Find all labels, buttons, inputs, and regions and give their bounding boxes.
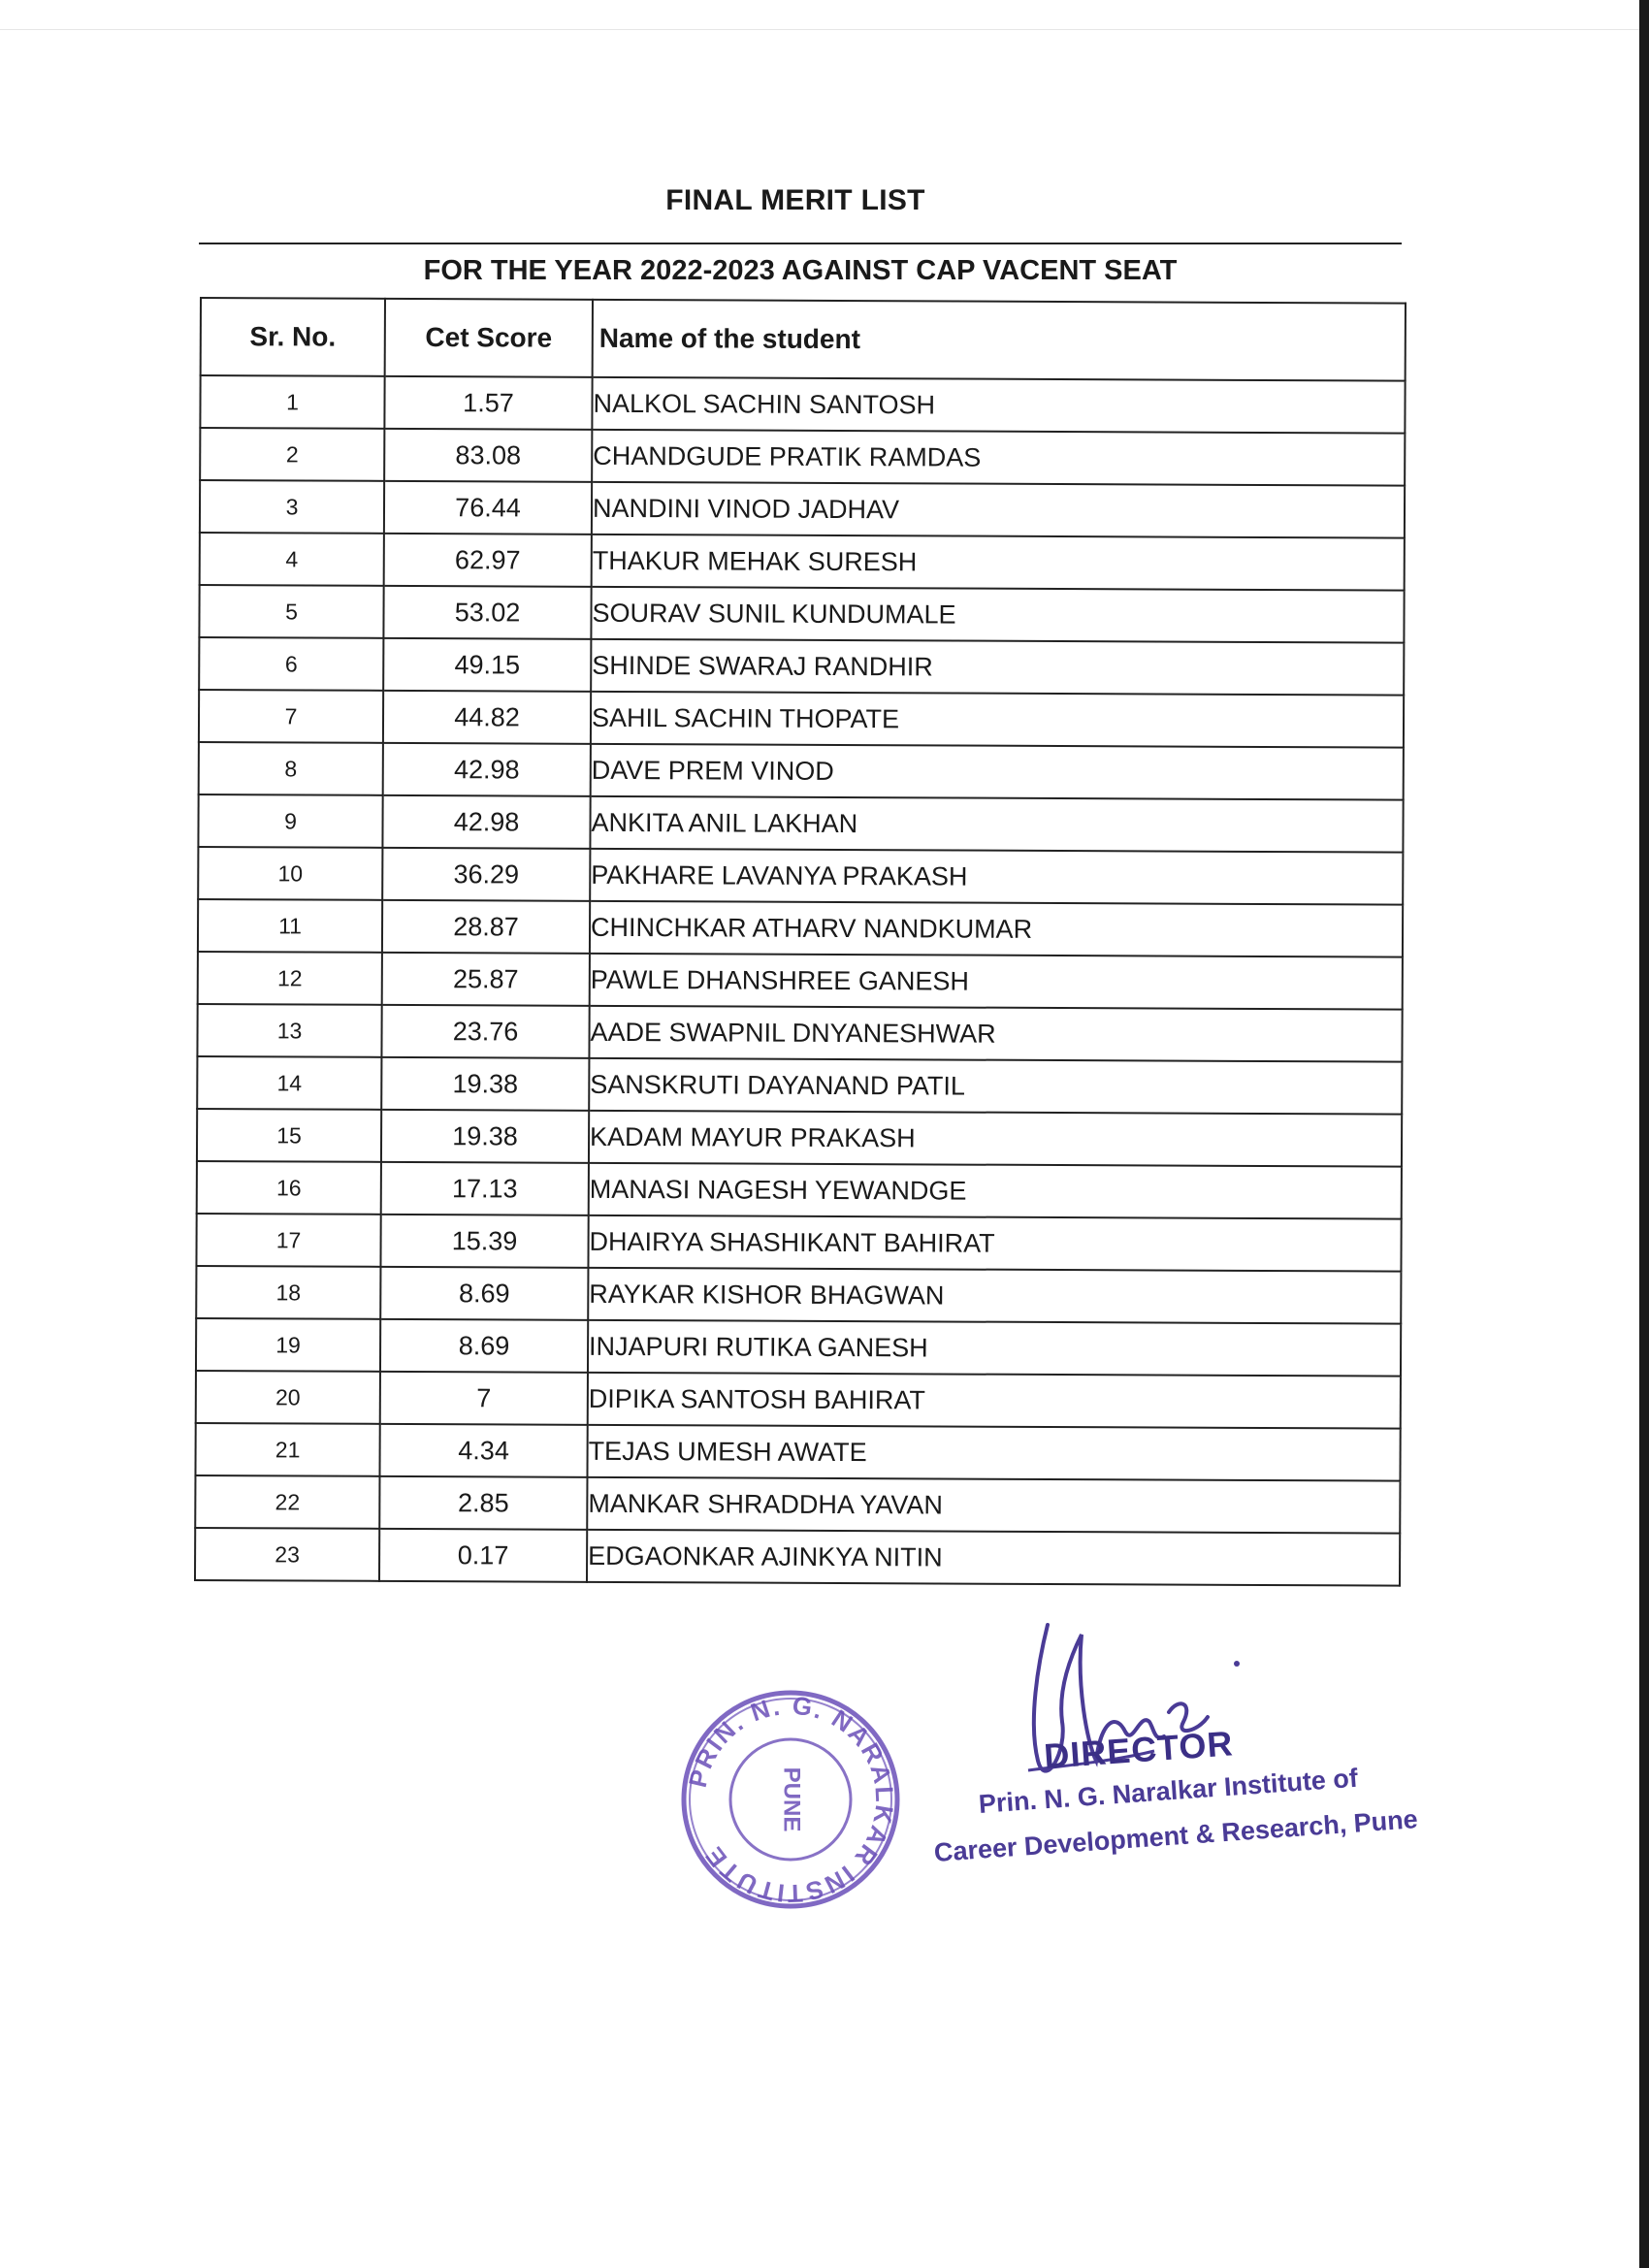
table-row [196,1318,1401,1377]
cell-cet-score: 15.39 [380,1215,588,1268]
cell-cet-score: 7 [380,1372,588,1425]
table-row [200,428,1405,486]
cell-sr-no: 16 [197,1161,381,1215]
cell-cet-score: 0.17 [379,1529,587,1582]
merit-table-body [195,375,1406,1586]
table-row [195,1423,1400,1481]
cell-sr-no: 7 [199,690,383,743]
institute-stamp [679,1688,902,1911]
table-row [196,1266,1401,1324]
scan-border [1639,0,1649,2268]
cell-cet-score: 62.97 [384,534,592,587]
cell-student-name: INJAPURI RUTIKA GANESH [588,1320,1401,1377]
cell-sr-no: 10 [198,847,382,900]
cell-cet-score: 25.87 [382,953,590,1006]
table-row [195,1528,1400,1586]
signature-institute-line2: Career Development & Research, Pune [933,1804,1419,1867]
cell-sr-no: 11 [198,899,382,953]
cell-student-name: MANKAR SHRADDHA YAVAN [587,1477,1400,1534]
cell-student-name: EDGAONKAR AJINKYA NITIN [587,1530,1400,1586]
table-row [196,1214,1401,1272]
table-row [197,1161,1402,1219]
cell-student-name: SHINDE SWARAJ RANDHIR [591,639,1404,696]
table-row [200,533,1405,591]
cell-sr-no: 18 [196,1266,380,1319]
cell-student-name: TEJAS UMESH AWATE [587,1425,1400,1481]
merit-table [194,297,1406,1587]
cell-cet-score: 83.08 [384,429,592,482]
cell-student-name: DHAIRYA SHASHIKANT BAHIRAT [588,1215,1401,1272]
table-row [197,1109,1402,1167]
header-cet-score: Cet Score [385,299,593,377]
cell-sr-no: 2 [200,428,384,481]
cell-student-name: NANDINI VINOD JADHAV [592,482,1405,538]
table-header-row [201,298,1406,381]
header-student-name: Name of the student [593,300,1406,381]
stamp-ring-text: PRIN. N. G. NARALKAR INSTITUTE [682,1690,900,1909]
cell-student-name: MANASI NAGESH YEWANDGE [589,1163,1402,1219]
cell-cet-score: 42.98 [382,795,590,849]
cell-student-name: CHANDGUDE PRATIK RAMDAS [592,430,1405,486]
cell-sr-no: 1 [200,375,384,429]
cell-sr-no: 22 [195,1475,379,1529]
cell-cet-score: 53.02 [383,586,591,639]
cell-student-name: SAHIL SACHIN THOPATE [591,692,1404,748]
cell-cet-score: 76.44 [384,481,592,535]
cell-cet-score: 19.38 [381,1110,589,1163]
page-title: FINAL MERIT LIST [665,184,925,216]
cell-sr-no: 17 [196,1214,380,1267]
header-sr-no: Sr. No. [201,298,385,376]
cell-cet-score: 23.76 [381,1005,589,1058]
table-row [198,899,1403,957]
signature-institute-line1: Prin. N. G. Naralkar Institute of [978,1763,1359,1819]
cell-student-name: CHINCHKAR ATHARV NANDKUMAR [590,901,1403,957]
cell-sr-no: 12 [198,952,382,1005]
cell-student-name: SANSKRUTI DAYANAND PATIL [589,1058,1402,1115]
cell-sr-no: 3 [200,480,384,534]
cell-cet-score: 28.87 [382,900,590,954]
table-row [197,1004,1402,1062]
cell-sr-no: 5 [199,585,383,638]
cell-sr-no: 4 [200,533,384,586]
cell-sr-no: 19 [196,1318,380,1372]
cell-sr-no: 14 [197,1056,381,1110]
cell-cet-score: 17.13 [381,1162,589,1215]
table-row [199,690,1404,748]
scan-edge-line [0,29,1639,30]
cell-sr-no: 13 [197,1004,381,1057]
cell-cet-score: 42.98 [383,743,591,796]
cell-sr-no: 15 [197,1109,381,1162]
page-subtitle: FOR THE YEAR 2022-2023 AGAINST CAP VACENT SEAT [423,255,1178,286]
cell-student-name: DAVE PREM VINOD [591,744,1404,800]
cell-cet-score: 4.34 [379,1424,587,1477]
cell-sr-no: 23 [195,1528,379,1581]
cell-student-name: THAKUR MEHAK SURESH [592,535,1405,591]
cell-cet-score: 8.69 [380,1319,588,1373]
cell-student-name: AADE SWAPNIL DNYANESHWAR [589,1006,1402,1062]
table-row [196,1371,1401,1429]
cell-cet-score: 1.57 [384,376,592,430]
signature-title: DIRECTOR [1043,1723,1235,1776]
cell-student-name: DIPIKA SANTOSH BAHIRAT [588,1373,1401,1429]
cell-student-name: PAKHARE LAVANYA PRAKASH [590,849,1403,905]
cell-sr-no: 20 [196,1371,380,1424]
cell-cet-score: 36.29 [382,848,590,901]
table-row [199,585,1404,643]
cell-student-name: RAYKAR KISHOR BHAGWAN [588,1268,1401,1324]
table-row [198,952,1403,1010]
cell-cet-score: 19.38 [381,1057,589,1111]
table-row [199,742,1404,800]
cell-sr-no: 21 [195,1423,379,1476]
cell-sr-no: 8 [199,742,383,795]
title-divider [199,243,1402,244]
cell-student-name: SOURAV SUNIL KUNDUMALE [591,587,1404,643]
table-row [198,847,1403,905]
table-row [200,375,1405,434]
table-row [200,480,1405,538]
table-row [197,1056,1402,1115]
table-row [199,637,1404,696]
table-row [198,794,1403,853]
stamp-center-text: PUNE [778,1766,805,1832]
cell-cet-score: 49.15 [383,638,591,692]
cell-cet-score: 2.85 [379,1476,587,1530]
cell-student-name: NALKOL SACHIN SANTOSH [592,377,1405,434]
cell-student-name: KADAM MAYUR PRAKASH [589,1111,1402,1167]
cell-student-name: PAWLE DHANSHREE GANESH [590,954,1403,1010]
cell-cet-score: 44.82 [383,691,591,744]
table-row [195,1475,1400,1534]
cell-cet-score: 8.69 [380,1267,588,1320]
cell-sr-no: 9 [198,794,382,848]
cell-student-name: ANKITA ANIL LAKHAN [590,796,1403,853]
cell-sr-no: 6 [199,637,383,691]
